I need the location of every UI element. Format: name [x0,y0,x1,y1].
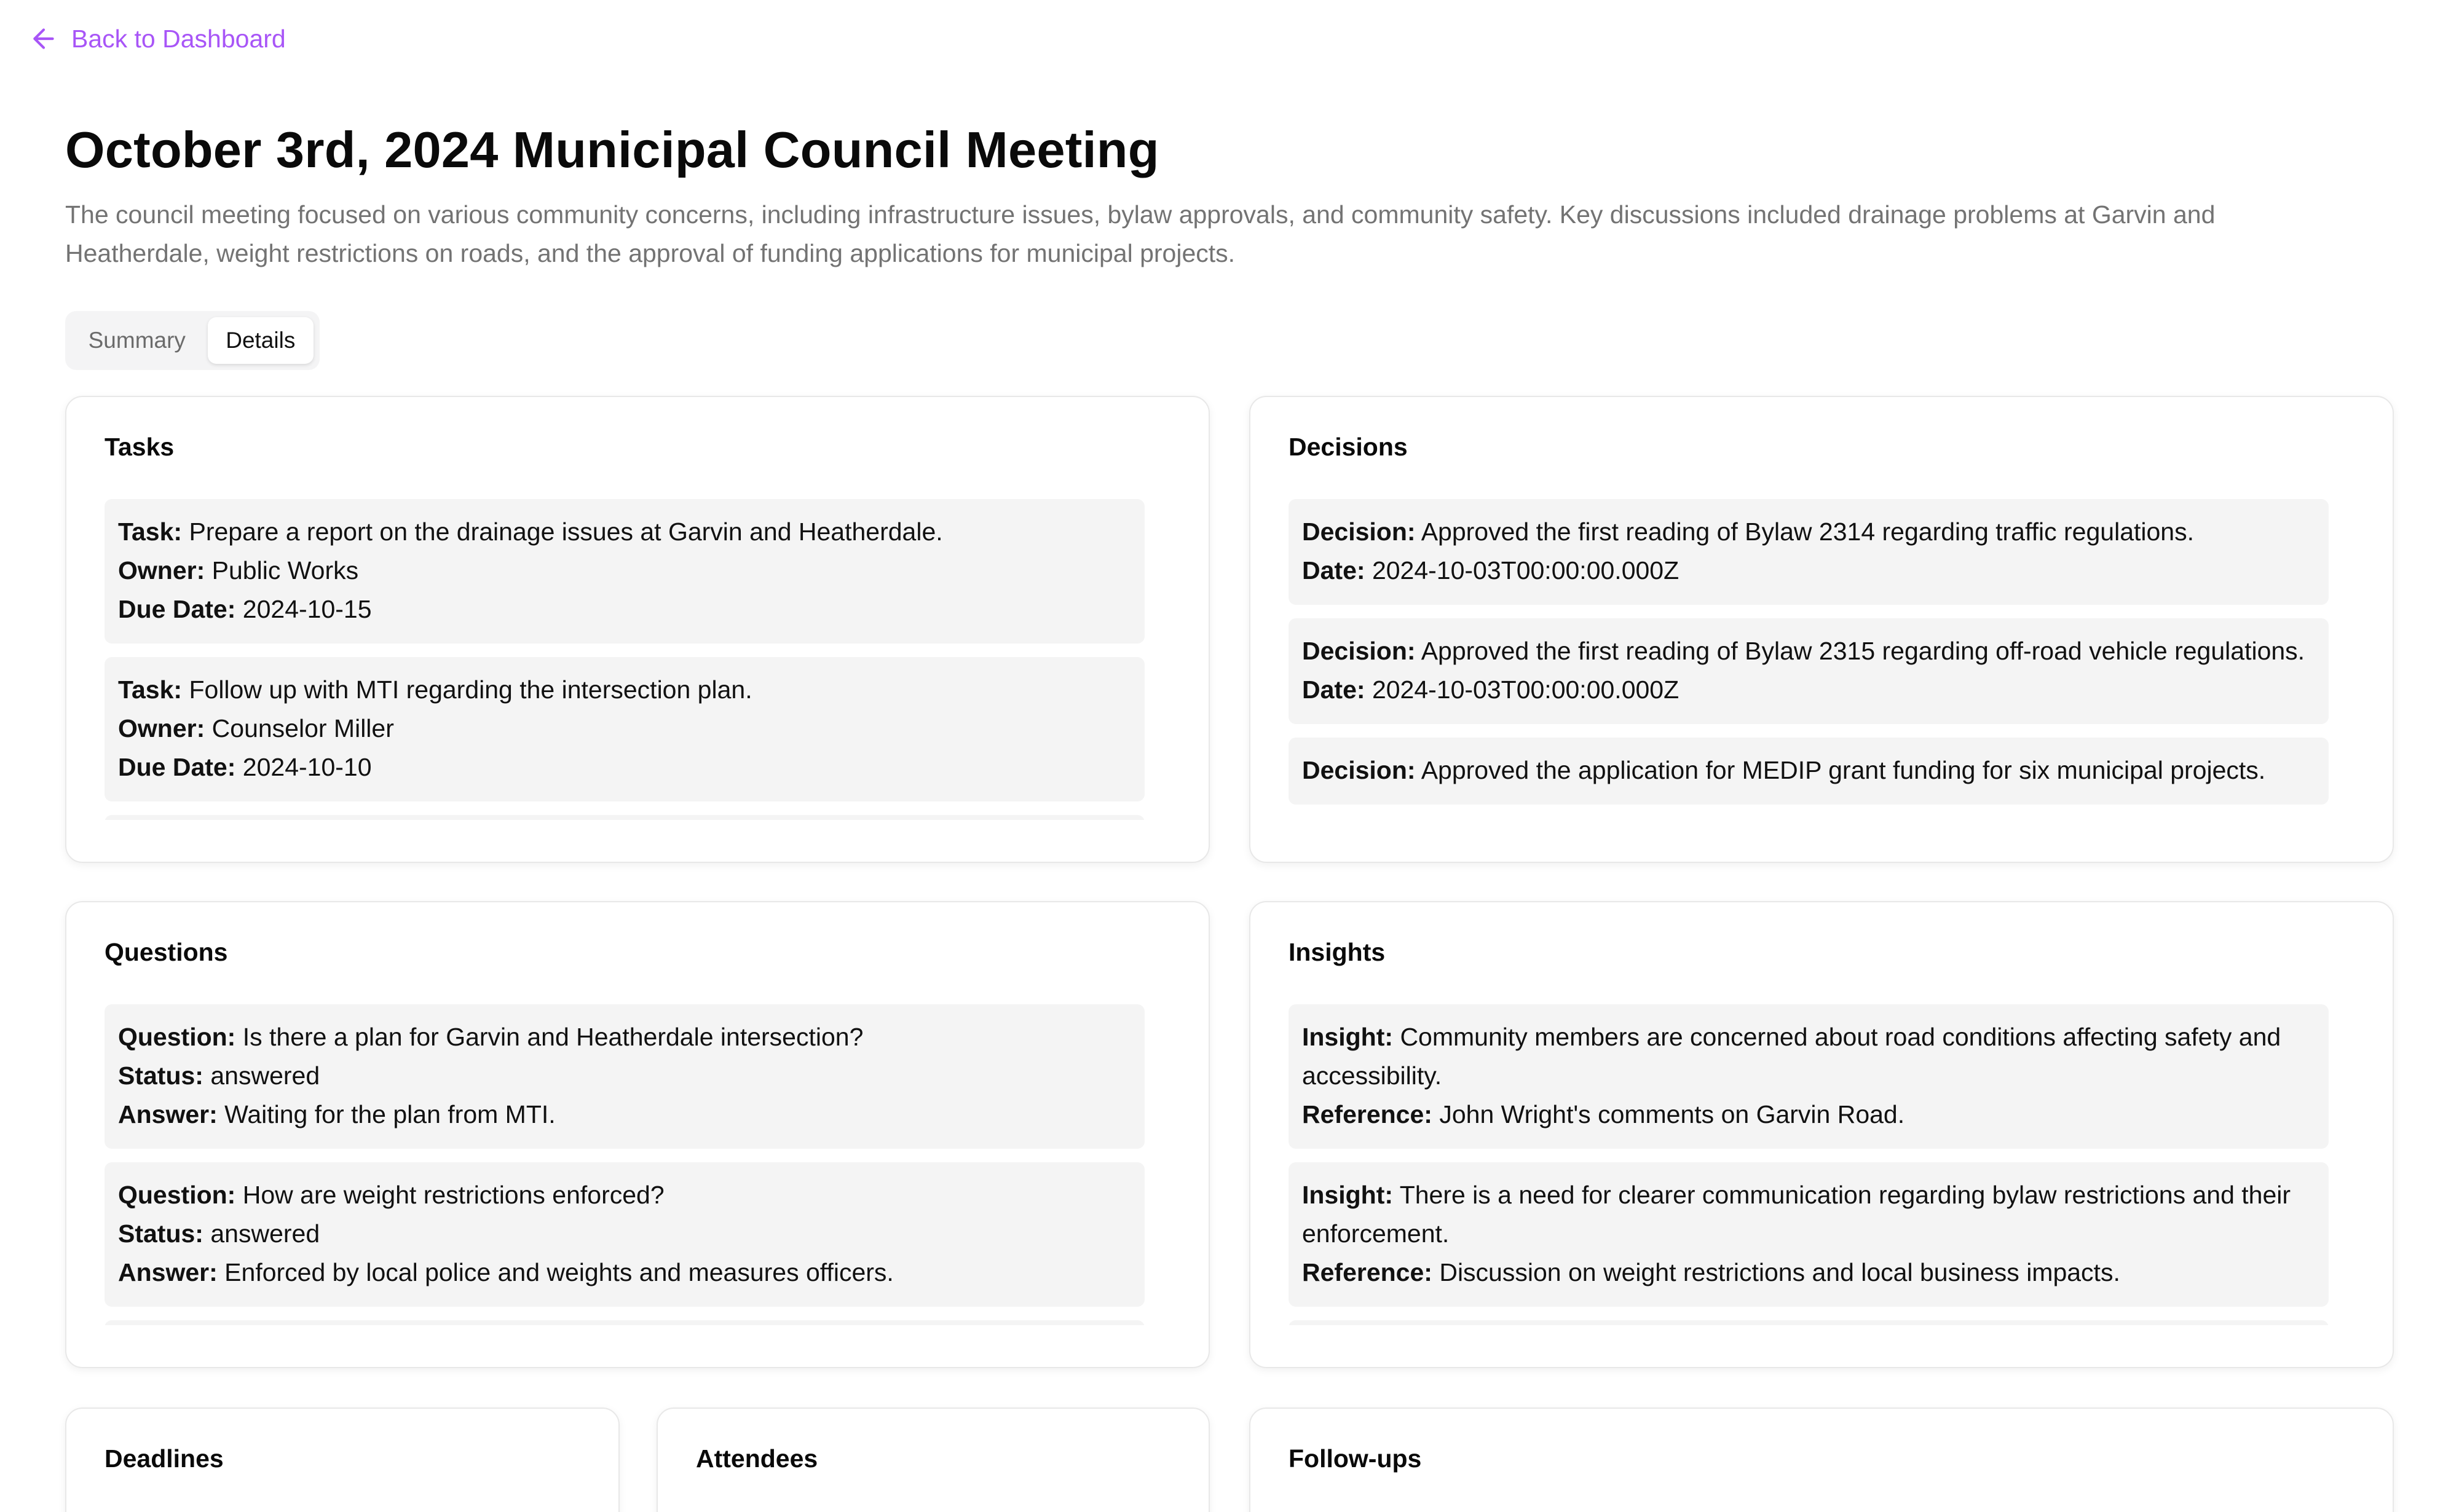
insight-text: Community members are concerned about road conditions affecting safety and accessibility. [1302,1023,2281,1090]
questions-title: Questions [105,938,228,966]
deadlines-title: Deadlines [105,1444,224,1473]
question-label: Question: [118,1023,236,1051]
reference-label: Reference: [1302,1100,1432,1128]
decision-item [1289,738,2329,805]
question-answer: Enforced by local police and weights and measures officers. [224,1258,894,1286]
reference-label: Reference: [1302,1258,1432,1286]
status-label: Status: [118,1219,203,1248]
due-date-label: Due Date: [118,753,236,781]
question-item [105,1004,1145,1149]
question-status: answered [210,1061,320,1090]
question-item [105,1320,1145,1325]
task-item [105,815,1145,820]
question-item [105,1162,1145,1307]
attendees-card [657,1408,1210,1512]
task-label: Task: [118,675,183,704]
decision-date: 2024-10-03T00:00:00.000Z [1372,556,1679,585]
view-tabs [65,311,320,370]
insights-title: Insights [1289,938,1386,966]
questions-list[interactable] [105,1004,1145,1325]
task-due-date: 2024-10-10 [242,753,372,781]
decisions-list[interactable] [1289,499,2329,820]
task-item [105,657,1145,801]
tasks-list[interactable] [105,499,1145,820]
insights-card [1249,901,2394,1368]
task-text: Follow up with MTI regarding the intersection plan. [189,675,752,704]
question-text: How are weight restrictions enforced? [242,1181,665,1209]
question-label: Question: [118,1181,236,1209]
decision-date: 2024-10-03T00:00:00.000Z [1372,675,1679,704]
task-due-date: 2024-10-15 [242,595,372,623]
insight-item [1289,1320,2329,1325]
back-to-dashboard-link[interactable] [28,23,286,54]
insight-label: Insight: [1302,1023,1394,1051]
insight-reference: Discussion on weight restrictions and local business impacts. [1439,1258,2120,1286]
decision-item [1289,499,2329,605]
decision-label: Decision: [1302,637,1416,665]
tab-summary[interactable]: Summary [88,328,186,353]
decision-label: Decision: [1302,518,1416,546]
tasks-card [65,396,1210,863]
task-item [105,499,1145,644]
followups-card [1249,1408,2394,1512]
question-answer: Waiting for the plan from MTI. [224,1100,556,1128]
decision-item [1289,618,2329,724]
decisions-title: Decisions [1289,433,1408,461]
question-text: Is there a plan for Garvin and Heatherdale intersection? [242,1023,864,1051]
insight-label: Insight: [1302,1181,1394,1209]
deadlines-card [65,1408,620,1512]
insight-item [1289,1004,2329,1149]
task-owner: Counselor Miller [211,714,394,742]
insight-text: There is a need for clearer communication regarding bylaw restrictions and their enforcement. [1302,1181,2291,1248]
insight-item [1289,1162,2329,1307]
due-date-label: Due Date: [118,595,236,623]
question-status: answered [210,1219,320,1248]
attendees-title: Attendees [696,1444,818,1473]
decision-text: Approved the first reading of Bylaw 2314 regarding traffic regulations. [1421,518,2194,546]
questions-card [65,901,1210,1368]
task-label: Task: [118,518,183,546]
owner-label: Owner: [118,556,205,585]
page-title: October 3rd, 2024 Municipal Council Meeting [65,121,1159,178]
date-label: Date: [1302,675,1365,704]
decision-label: Decision: [1302,756,1416,784]
page-description: The council meeting focused on various community concerns, including infrastructure issues, bylaw approvals, and community safety. Key discussions included drainage problems at Garvin and Heatherdale, weight restrictions on roads, and the approval of funding applications for municipal projects. [65,200,2216,267]
task-owner: Public Works [211,556,359,585]
answer-label: Answer: [118,1258,218,1286]
decisions-card [1249,396,2394,863]
back-link-label: Back to Dashboard [71,24,286,53]
task-text: Prepare a report on the drainage issues at Garvin and Heatherdale. [189,518,943,546]
owner-label: Owner: [118,714,205,742]
status-label: Status: [118,1061,203,1090]
followups-title: Follow-ups [1289,1444,1422,1473]
tab-details[interactable]: Details [208,317,314,364]
insights-list[interactable] [1289,1004,2329,1325]
decision-text: Approved the first reading of Bylaw 2315 regarding off-road vehicle regulations. [1421,637,2305,665]
date-label: Date: [1302,556,1365,585]
insight-reference: John Wright's comments on Garvin Road. [1439,1100,1905,1128]
answer-label: Answer: [118,1100,218,1128]
arrow-left-icon [28,23,59,54]
decision-text: Approved the application for MEDIP grant funding for six municipal projects. [1421,756,2266,784]
tasks-title: Tasks [105,433,175,461]
